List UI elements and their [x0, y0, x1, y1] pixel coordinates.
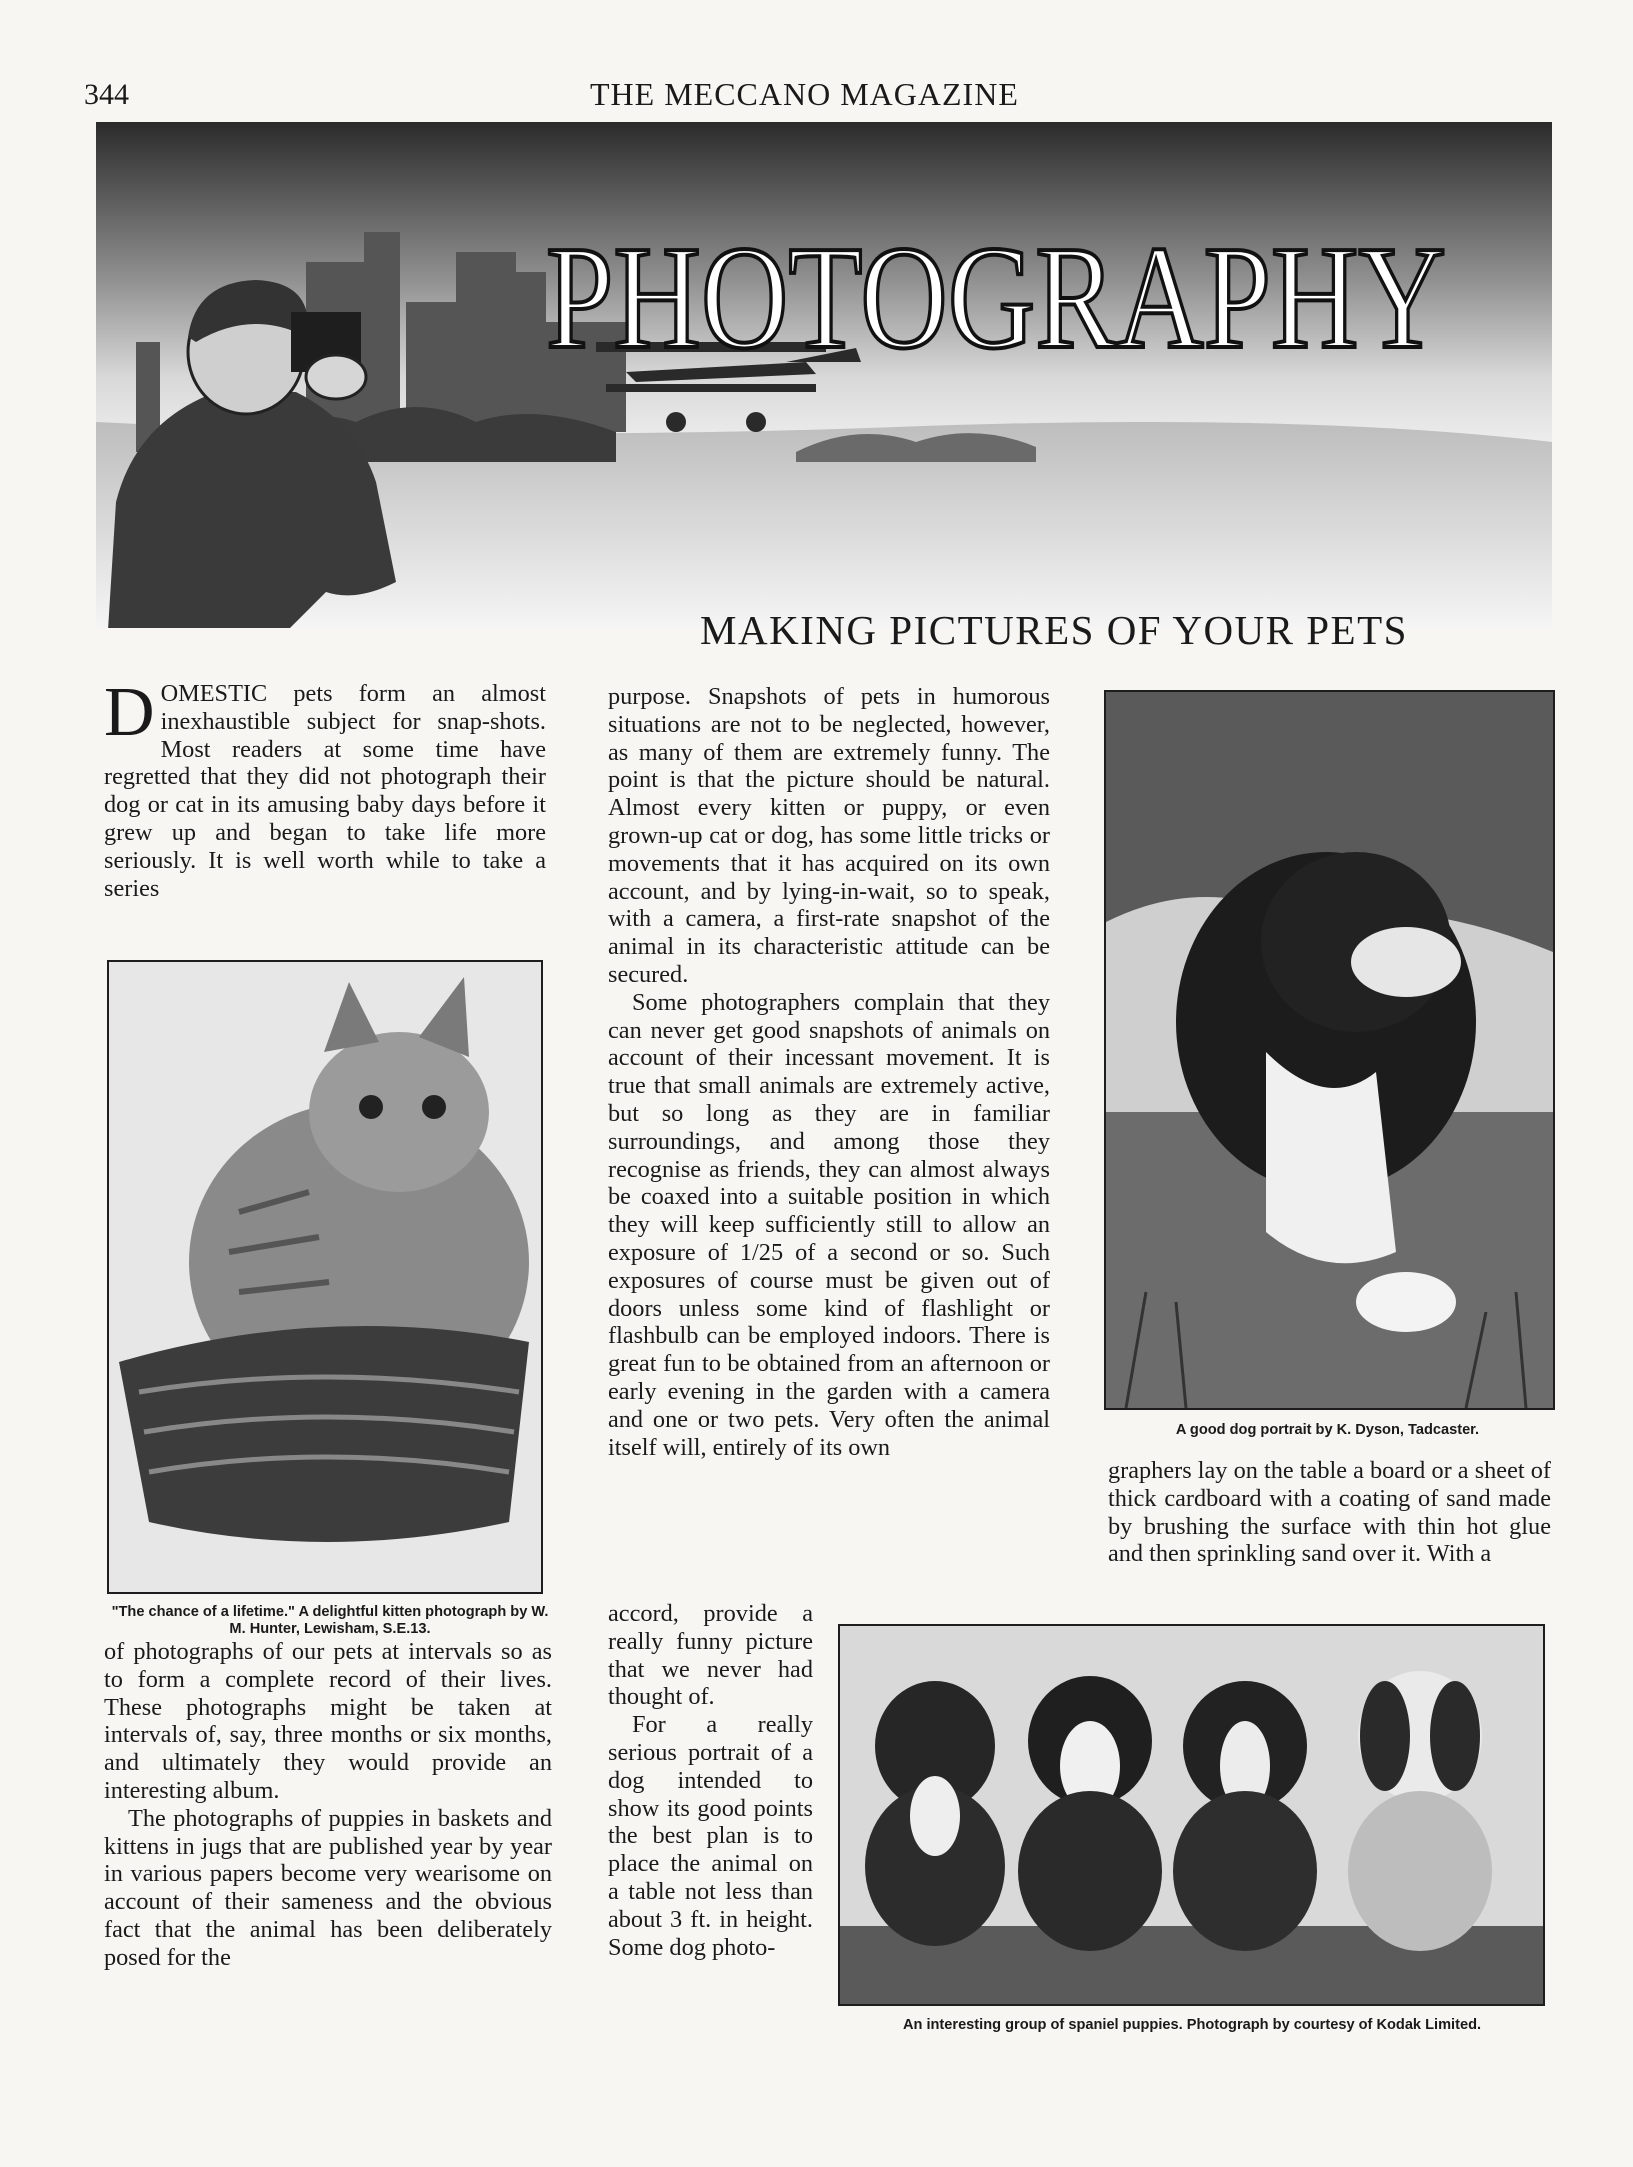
running-head: THE MECCANO MAGAZINE [590, 76, 1019, 112]
paragraph: graphers lay on the table a board or a sheet of thick cardboard with a coating of sand made by brushing the surface with thin hot glue and then sprinkling sand over it. With a [1108, 1457, 1551, 1568]
photographer-castle-biplane-illustration [96, 122, 1552, 628]
banner-title: PHOTOGRAPHY [546, 216, 1446, 380]
paragraph: OMESTIC pets form an almost inexhaustible subject for snap-shots. Most readers at some time have regretted that they did not photograph their dog or cat in its amusing baby days before it grew up and began to take life more seriously. It is well worth while to take a series [104, 680, 546, 902]
column-1-top [104, 674, 546, 902]
paragraph: Some photographers complain that they can never get good snapshots of animals on account of their incessant movement. It is true that small animals are extremely active, but so long as they are in familiar surroundings, and among those they recognise as friends, they can almost always be coaxed into a suitable position in which they will keep sufficiently still to allow an exposure of 1/25 of a second or so. Such exposures of course must be given out of doors unless some kind of flashlight or flashbulb can be employed indoors. There is great fun to be obtained from an afternoon or early evening in the garden with a camera and one or two pets. Very often the animal itself will, entirely of its own [608, 988, 1050, 1461]
column-3 [1108, 1457, 1551, 1568]
column-2 [608, 683, 1050, 1461]
column-1-bottom [104, 1638, 552, 1972]
drop-cap: D [104, 674, 155, 751]
kitten-caption: "The chance of a lifetime." A delightful kitten photograph by W. M. Hunter, Lewisham, S.E.13. [111, 1604, 549, 1637]
paragraph: For a really serious portrait of a dog intended to show its good points the best plan is to place the animal on a table not less than about 3 ft. in height. Some dog photo- [608, 1711, 813, 1961]
dog-caption: A good dog portrait by K. Dyson, Tadcaster. [1175, 1422, 1480, 1438]
collie-dog-portrait-photo [1106, 692, 1553, 1408]
paragraph: The photographs of puppies in baskets and kittens in jugs that are published year by year in various papers become very wearisome on account of their sameness and the obvious fact that the animal has been deliberately posed for the [104, 1804, 552, 1971]
puppies-photo [838, 1624, 1545, 2006]
dog-photo [1104, 690, 1555, 1410]
page-number: 344 [84, 78, 129, 111]
spaniel-puppies-photo [840, 1626, 1543, 2004]
puppies-caption: An interesting group of spaniel puppies. Photograph by courtesy of Kodak Limited. [902, 2017, 1482, 2033]
article-subtitle: MAKING PICTURES OF YOUR PETS [700, 607, 1408, 653]
kitten-in-basket-photo [109, 962, 541, 1592]
paragraph: of photographs of our pets at intervals so as to form a complete record of their lives. These photographs might be taken at intervals of, say, three months or six months, and ultimately they would provide an interesting album. [104, 1638, 552, 1804]
paragraph: purpose. Snapshots of pets in humorous situations are not to be neglected, however, as many of them are extremely funny. The point is that the picture should be natural. Almost every kitten or puppy, or even grown-up cat or dog, has some little tricks or movements that it has acquired on its own account, and by lying-in-wait, so to speak, with a camera, a first-rate snapshot of the animal in its characteristic attitude can be secured. [608, 683, 1050, 988]
kitten-photo [107, 960, 543, 1594]
paragraph: accord, provide a really funny picture that we never had thought of. [608, 1600, 813, 1711]
column-2-bottom [608, 1600, 813, 1961]
photography-banner [96, 122, 1552, 628]
